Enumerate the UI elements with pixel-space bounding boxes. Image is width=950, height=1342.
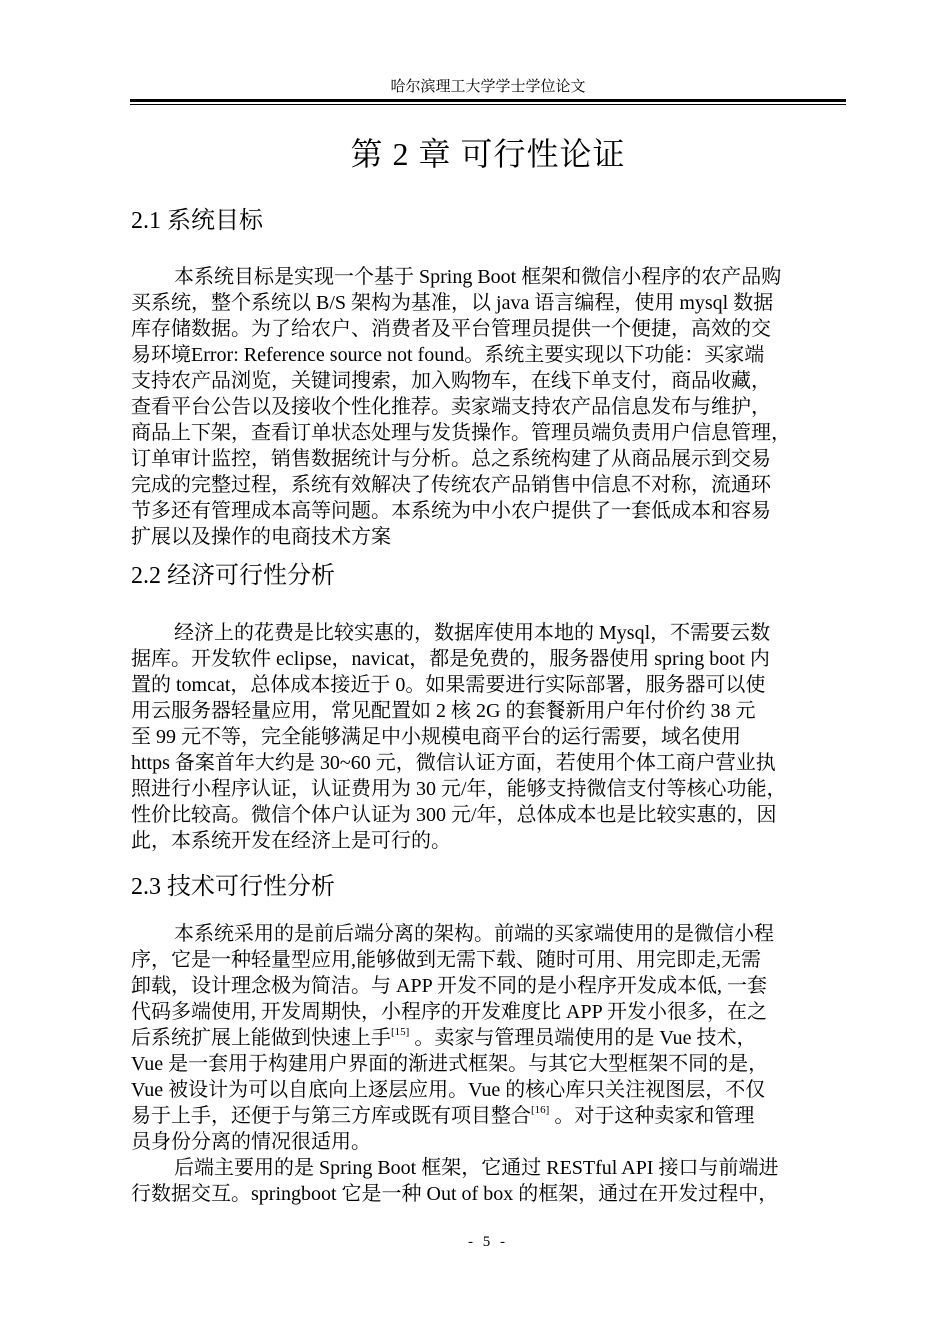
section-2-3-paragraph-2: [131, 1155, 846, 1207]
paragraph-line: 商品上下架，查看订单状态处理与发货操作。管理员端负责用户信息管理，: [131, 422, 791, 444]
paragraph-line: 支持农产品浏览，关键词搜索，加入购物车，在线下单支付，商品收藏，: [131, 370, 771, 392]
paragraph-line: https 备案首年大约是 30~60 元，微信认证方面，若使用个体工商户营业执: [131, 752, 776, 774]
paragraph-line: 本系统目标是实现一个基于 Spring Boot 框架和微信小程序的农产品购: [174, 266, 782, 288]
paragraph-line: 置的 tomcat，总体成本接近于 0。如果需要进行实际部署，服务器可以使: [131, 674, 766, 696]
paragraph-line: 完成的完整过程，系统有效解决了传统农产品销售中信息不对称，流通环: [131, 474, 771, 496]
section-2-2-paragraph: [131, 620, 846, 854]
section-2-1-paragraph: [131, 264, 846, 550]
section-heading-2-2: 2.2 经济可行性分析: [131, 563, 335, 589]
paragraph-line: 至 99 元不等，完全能够满足中小规模电商平台的运行需要，域名使用: [131, 726, 741, 748]
paragraph-line-with-citation: [131, 1103, 846, 1129]
paragraph-line: 此，本系统开发在经济上是可行的。: [131, 830, 451, 852]
paragraph-line: Vue 被设计为可以自底向上逐层应用。Vue 的核心库只关注视图层，不仅: [131, 1079, 766, 1101]
paragraph-line: 性价比较高。微信个体户认证为 300 元/年，总体成本也是比较实惠的，因: [131, 804, 777, 826]
paragraph-line: 照进行小程序认证，认证费用为 30 元/年，能够支持微信支付等核心功能，: [131, 778, 787, 800]
section-2-3-paragraph-1: [131, 921, 846, 1155]
section-heading-2-1: 2.1 系统目标: [131, 208, 263, 234]
paragraph-line: 后端主要用的是 Spring Boot 框架，它通过 RESTful API 接口与前端进: [174, 1157, 779, 1179]
paragraph-line: 扩展以及操作的电商技术方案: [131, 526, 391, 548]
header-rule-thin: [130, 104, 846, 105]
header-rule-thick: [130, 99, 846, 102]
chapter-title: 第 2 章 可行性论证: [350, 136, 626, 172]
section-heading-2-3: 2.3 技术可行性分析: [131, 874, 335, 900]
paragraph-line: 用云服务器轻量应用，常见配置如 2 核 2G 的套餐新用户年付价约 38 元: [131, 700, 756, 722]
line-text: 后系统扩展上能做到快速上手: [131, 1027, 391, 1049]
line-text: 。对于这种卖家和管理: [549, 1105, 755, 1127]
paragraph-line: 经济上的花费是比较实惠的，数据库使用本地的 Mysql，不需要云数: [174, 622, 771, 644]
running-header: 哈尔滨理工大学学士学位论文: [390, 79, 586, 95]
paragraph-line: 节多还有管理成本高等问题。本系统为中小农户提供了一套低成本和容易: [131, 500, 771, 522]
line-text: 。卖家与管理员端使用的是 Vue 技术，: [409, 1027, 757, 1049]
line-text: 易于上手，还便于与第三方库或既有项目整合: [131, 1105, 531, 1127]
paragraph-line: 库存储数据。为了给农户、消费者及平台管理员提供一个便捷，高效的交: [131, 318, 771, 340]
paragraph-line: 易环境Error: Reference source not found。系统主要实现以下功能：买家端: [131, 344, 765, 366]
paragraph-line: 代码多端使用, 开发周期快，小程序的开发难度比 APP 开发小很多，在之: [131, 1001, 767, 1023]
paragraph-line: 卸载，设计理念极为简洁。与 APP 开发不同的是小程序开发成本低, 一套: [131, 975, 767, 997]
paragraph-line: 员身份分离的情况很适用。: [131, 1131, 371, 1153]
paragraph-line: 订单审计监控，销售数据统计与分析。总之系统构建了从商品展示到交易: [131, 448, 771, 470]
paragraph-line: Vue 是一套用于构建用户界面的渐进式框架。与其它大型框架不同的是，: [131, 1053, 769, 1075]
page-number: - 5 -: [468, 1234, 508, 1250]
citation-15: [15]: [391, 1026, 410, 1038]
paragraph-line-with-citation: [131, 1025, 846, 1051]
citation-16: [16]: [531, 1104, 550, 1116]
paragraph-line: 行数据交互。springboot 它是一种 Out of box 的框架，通过在开发过程中，: [131, 1183, 779, 1205]
paragraph-line: 查看平台公告以及接收个性化推荐。卖家端支持农产品信息发布与维护，: [131, 396, 771, 418]
paragraph-line: 本系统采用的是前后端分离的架构。前端的买家端使用的是微信小程: [174, 923, 774, 945]
paragraph-line: 据库。开发软件 eclipse，navicat，都是免费的，服务器使用 spring boot 内: [131, 648, 770, 670]
paragraph-line: 序，它是一种轻量型应用,能够做到无需下载、随时可用、用完即走,无需: [131, 949, 761, 971]
paragraph-line: 买系统，整个系统以 B/S 架构为基准，以 java 语言编程，使用 mysql 数据: [131, 292, 774, 314]
